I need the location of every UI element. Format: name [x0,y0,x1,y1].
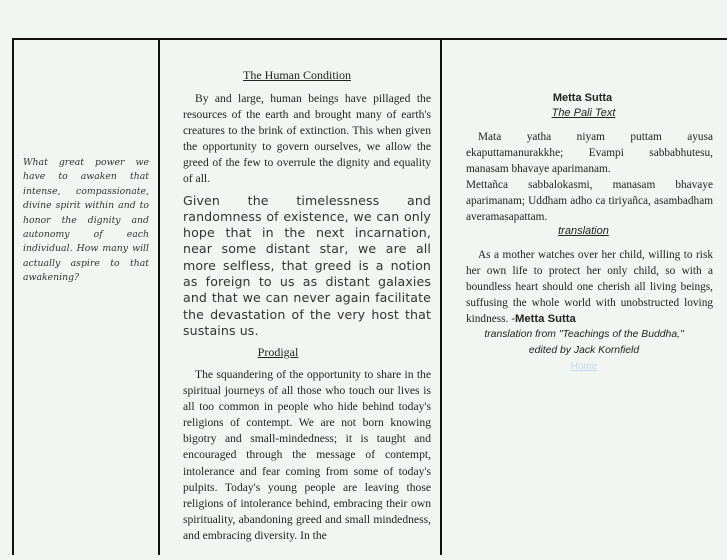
prodigal-para: The squandering of the opportunity to share in the spiritual journeys of all those who touch our lives is all too common in people who hide behind today's religions of contempt. We are not born knowing bigotry and small-mindedness; it is taught and encouraged through the message of contempt, intolerance and fear coming from some of today's pulpits. Today's young people are leaving those religions of intolerance behind, embracing their own spirituality, abandoning greed and small mindedness, and embracing diversity. In the [183,368,431,542]
metta-title: Metta Sutta [552,92,613,104]
human-condition-para1: By and large, human beings have pillaged the resources of the earth and brought many of earth's creatures to the brink of extinction. This when given the opportunity to govern ourselves, we allow the greed of the few to overrule the dignity and equality of all. [183,92,431,186]
home-link[interactable]: Home [570,361,598,372]
pali-verse-1: Mata yatha niyam puttam ayusa ekaputtamanurakkhe; Evampi sabbabhutesu, manasam bhavaye aparimanam. [466,131,713,175]
english-translation [466,247,713,327]
english-text: As a mother watches over her child, willing to risk her own life to protect her only child, so with a boundless heart should one cherish all living beings, suffusing the whole world with unobstructed loving kindness. - [466,249,713,325]
pali-verse-2: Mettañca sabbalokasmi, manasam bhavaye aparimanam; Uddham adho ca tiriyañca, asambadham averamasapattam. [466,179,713,223]
translation-link[interactable]: translation [558,225,609,237]
left-column [12,38,160,555]
translation-credit: translation from "Teachings of the Buddha," [484,329,684,340]
sidebar-quote: What great power we have to awaken that intense, compassionate, divine spirit within and to honor the dignity and autonomy of each individual. How many will actually aspire to that awakening? [23,157,149,284]
metta-sutta-signature: Metta Sutta [514,313,576,325]
pali-subtitle[interactable]: The Pali Text [551,107,616,119]
prodigal-body [183,367,431,544]
editor-credit: edited by Jack Kornfield [528,345,640,356]
human-condition-body [183,91,431,339]
human-condition-para2: Given the timelessness and randomness of existence, we can only hope that in the next incarnation, near some distant star, we are all more selfless, that greed is a notion as foreign to us as distant galaxies and that we can never again facilitate the devastation of the very host that sustains us. [183,192,431,338]
prodigal-heading: Prodigal [257,345,299,359]
human-condition-heading: The Human Condition [243,68,351,82]
pali-text [466,129,713,225]
